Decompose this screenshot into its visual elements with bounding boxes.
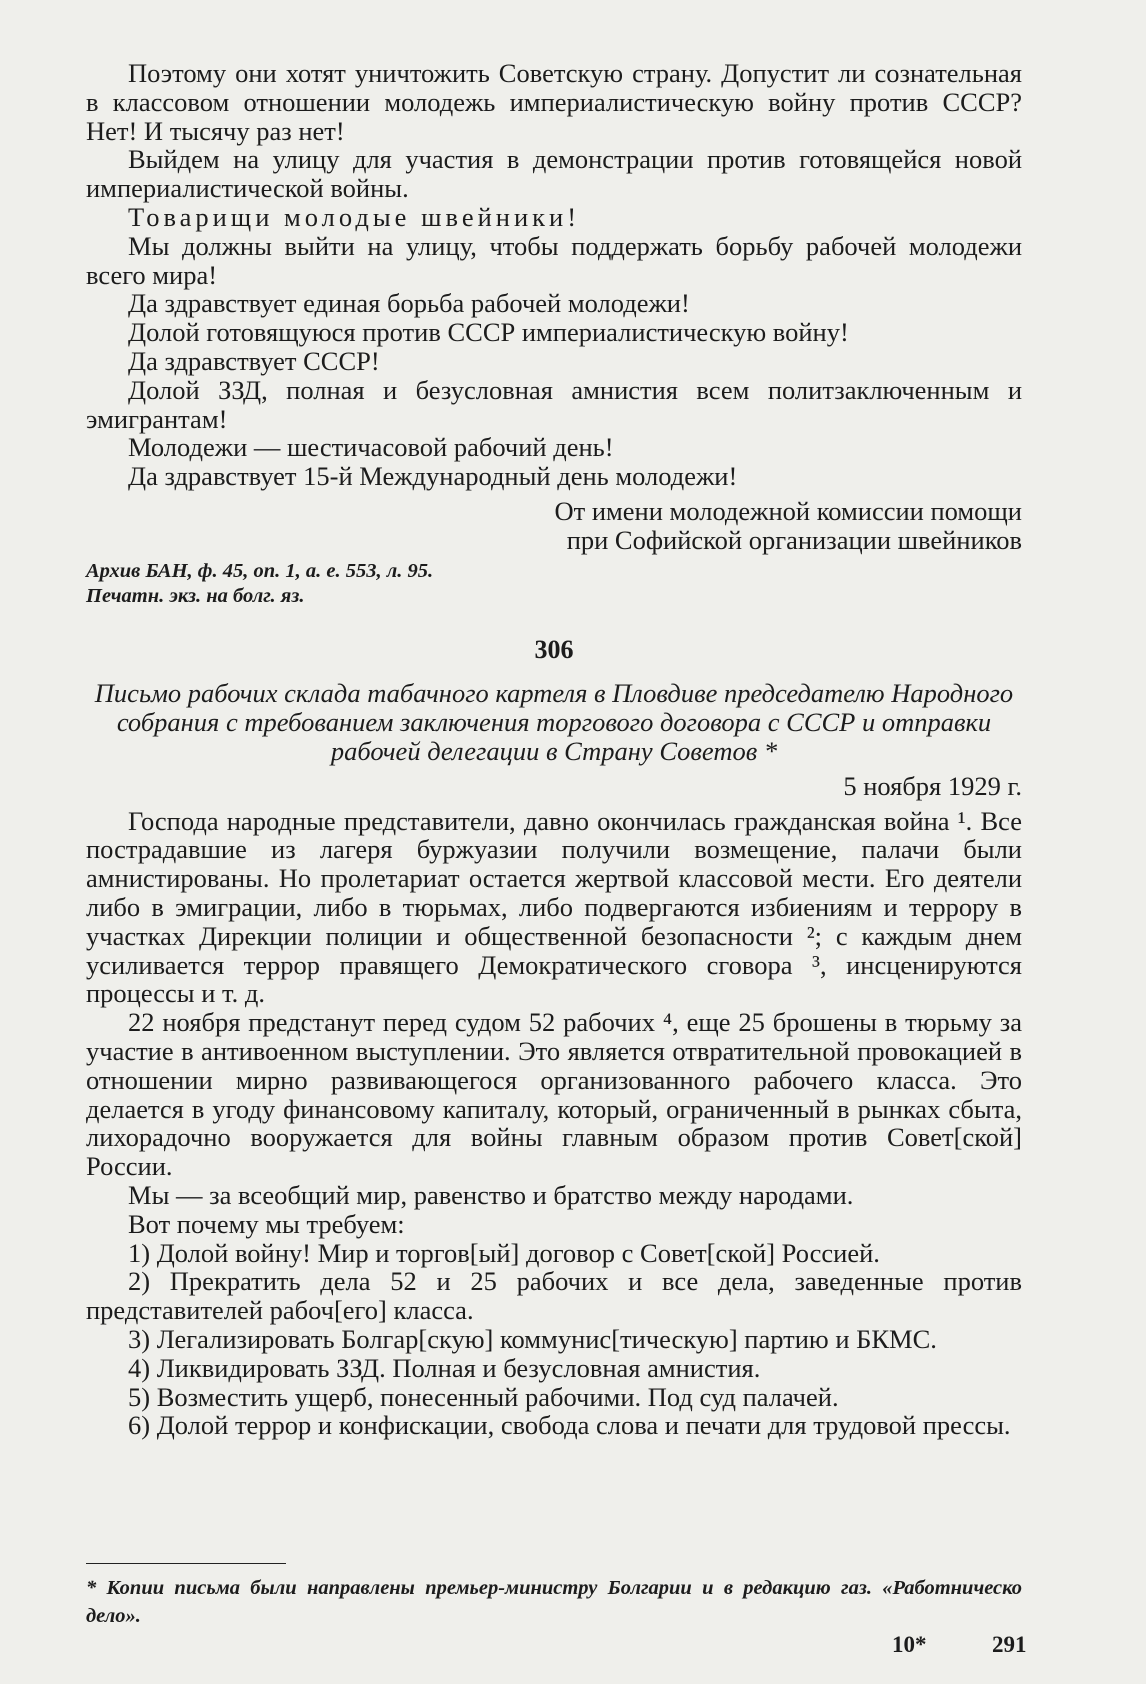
demand-item: 1) Долой войну! Мир и торгов[ый] договор с Совет[ской] Россией. — [128, 1237, 880, 1268]
paragraph: Выйдем на улицу для участия в демонстрации против готовящейся новой империалистической войны. — [86, 144, 1022, 204]
document-date: 5 ноября 1929 г. — [843, 770, 1022, 801]
document-306 — [86, 636, 1022, 1440]
paragraph: Господа народные представители, давно окончилась гражданская война ¹. Все пострадавшие из лагеря буржуазии получили возмещение, палачи были амнистированы. Но пролетариат остается жертвой классовой мести. Его деятели либо в эмиграции, либо в тюрьмах, либо подвергаются избиениям и террору в участках Дирекции полиции и общественной безопасности ²; с каждым днем усиливается террор правящего Демократического сговора ³, инсценируются процессы и т. д. — [86, 805, 1022, 1009]
slogan: Долой ЗЗД, полная и безусловная амнистия всем политзаключенным и эмигрантам! — [86, 374, 1022, 434]
footnote-rule — [86, 1563, 286, 1564]
archive-source: Печатн. экз. на болг. яз. — [86, 584, 305, 607]
slogan: Долой готовящуюся против СССР империалистическую войну! — [128, 317, 849, 348]
demand-item: 4) Ликвидировать ЗЗД. Полная и безусловная амнистия. — [128, 1352, 761, 1383]
document-number: 306 — [534, 635, 574, 664]
demand-item: 6) Долой террор и конфискации, свобода слова и печати для трудовой прессы. — [128, 1410, 1011, 1441]
slogan: Мы должны выйти на улицу, чтобы поддержать борьбу рабочей молодежи всего мира! — [86, 230, 1022, 290]
demand-item: 3) Легализировать Болгар[скую] коммунис[тическую] партию и БКМС. — [128, 1323, 937, 1354]
slogan: Да здравствует единая борьба рабочей молодежи! — [128, 288, 690, 319]
slogan: Да здравствует 15-й Международный день молодежи! — [128, 461, 738, 492]
paragraph: 22 ноября предстанут перед судом 52 рабочих ⁴, еще 25 брошены в тюрьму за участие в антивоенном выступлении. Это является отвратительной провокацией в отношении мирно развивающегося организованного рабочего класса. Это делается в угоду финансовому капиталу, который, ограниченный в рынках сбыта, лихорадочно вооружается для войны главным образом против Совет[ской] России. — [86, 1007, 1022, 1182]
archive-source: Архив БАН, ф. 45, оп. 1, а. е. 553, л. 95. — [86, 559, 434, 582]
signature-line: при Софийской организации швейников — [566, 524, 1022, 555]
demand-item: 2) Прекратить дела 52 и 25 рабочих и все дела, заведенные против представителей рабоч[его] класса. — [86, 1266, 1022, 1326]
slogan: Молодежи — шестичасовой рабочий день! — [128, 432, 614, 463]
page-number: 291 — [992, 1632, 1027, 1657]
document-title: Письмо рабочих склада табачного картеля в Пловдиве председателю Народного собрания с требованием заключения торгового договора с СССР и отправки рабочей делегации в Страну Советов * — [94, 677, 1014, 766]
paragraph: Вот почему мы требуем: — [128, 1208, 405, 1239]
signature-line: От имени молодежной комиссии помощи — [554, 495, 1022, 526]
appeal-heading: Товарищи молодые швейники! — [128, 201, 581, 232]
paragraph: Мы — за всеобщий мир, равенство и братство между народами. — [128, 1179, 854, 1210]
paragraph: Поэтому они хотят уничтожить Советскую страну. Допустит ли сознательная в классовом отношении молодежь империалистическую войну против СССР? Нет! И тысячу раз нет! — [86, 58, 1022, 146]
footnote: * Копии письма были направлены премьер-министру Болгарии и в редакцию газ. «Работническо дело». — [86, 1577, 1022, 1627]
demand-item: 5) Возместить ущерб, понесенный рабочими. Под суд палачей. — [128, 1381, 839, 1412]
slogan: Да здравствует СССР! — [128, 345, 380, 376]
previous-letter-end — [86, 59, 1022, 609]
signature-mark: 10* — [892, 1632, 927, 1657]
